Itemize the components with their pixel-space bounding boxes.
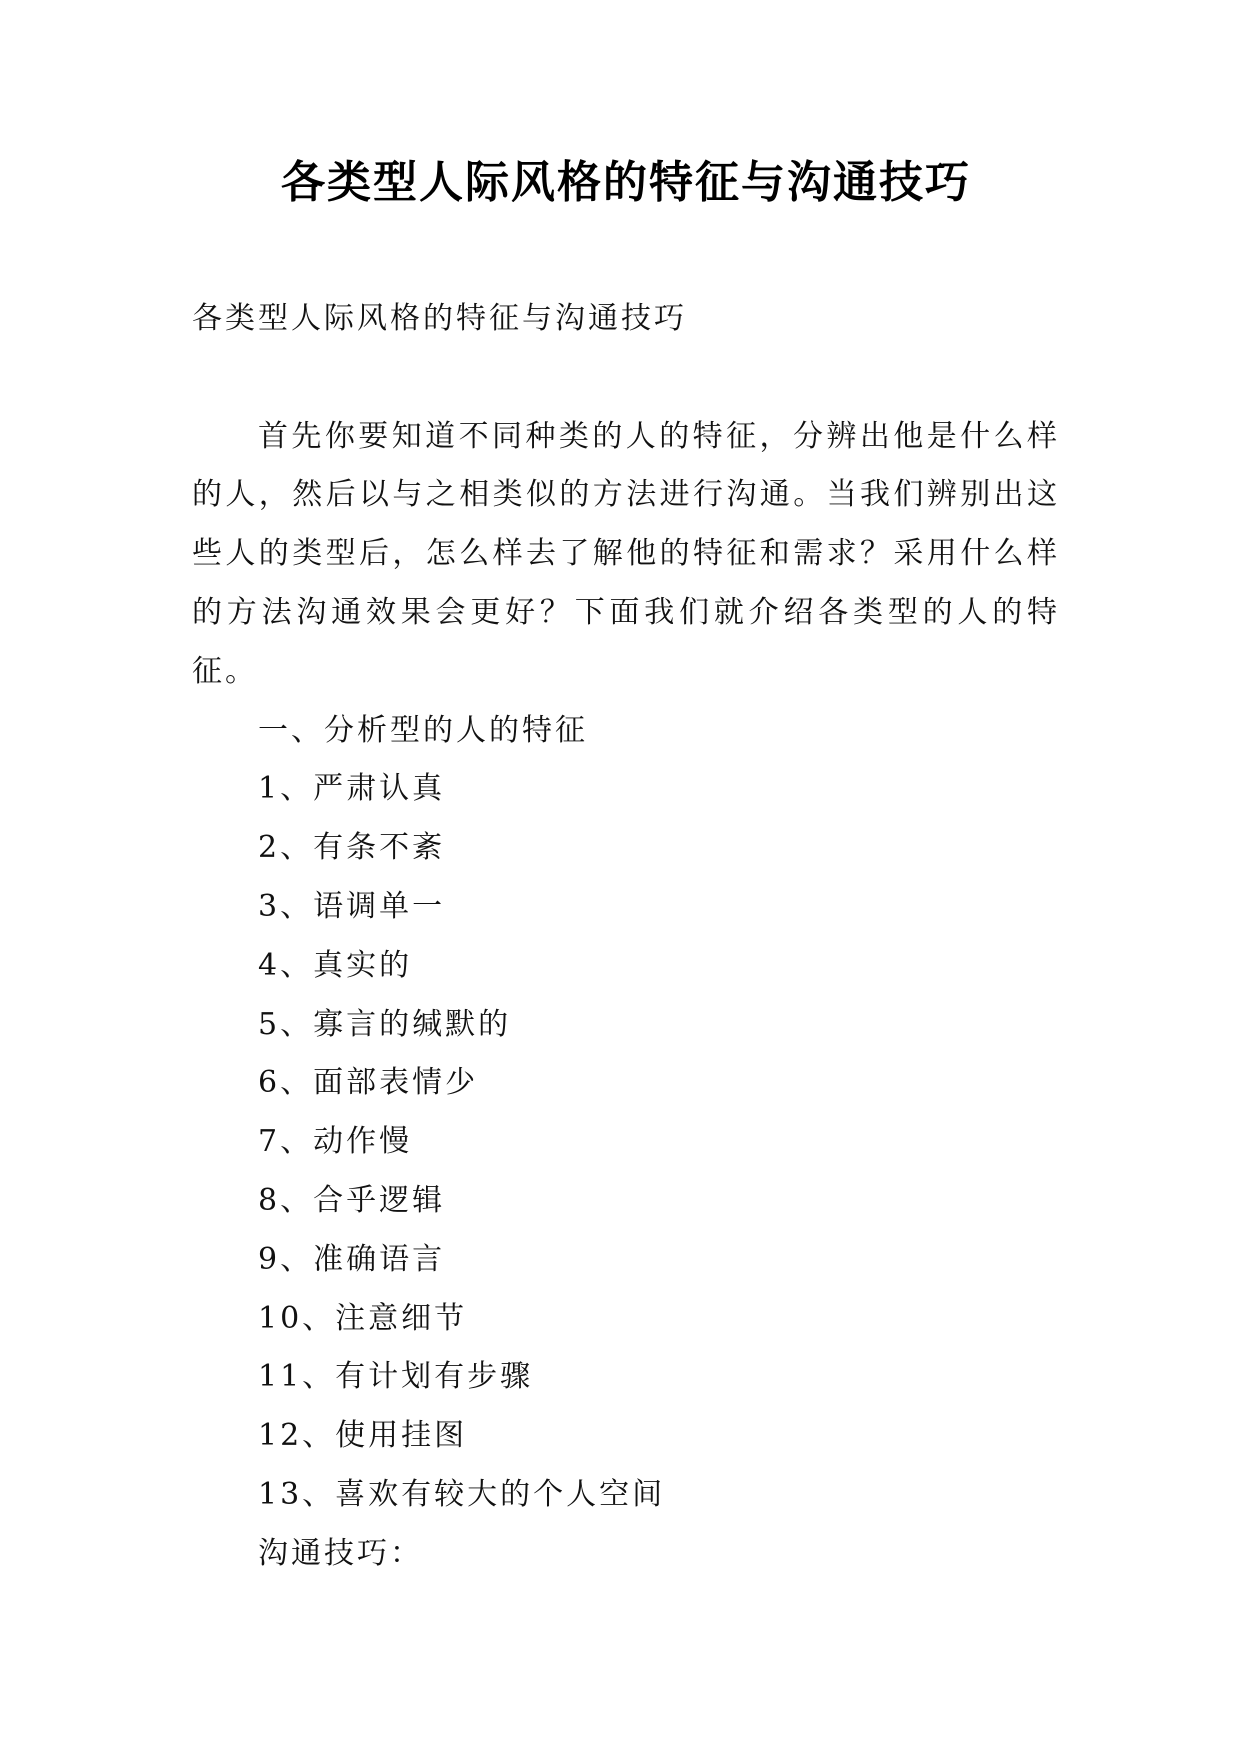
intro-line: 的人，然后以与之相类似的方法进行沟通。当我们辨别出这 bbox=[192, 477, 1060, 513]
tips-heading: 沟通技巧： bbox=[258, 1535, 423, 1571]
trait-item: 3、语调单一 bbox=[258, 888, 446, 924]
document-body bbox=[192, 290, 1060, 1584]
trait-item: 1、严肃认真 bbox=[258, 771, 446, 807]
intro-line: 征。 bbox=[192, 653, 258, 689]
trait-item: 10、注意细节 bbox=[258, 1300, 468, 1336]
trait-list bbox=[192, 760, 1060, 1524]
trait-item: 4、真实的 bbox=[258, 947, 413, 983]
intro-line: 些人的类型后，怎么样去了解他的特征和需求？采用什么样 bbox=[192, 536, 1060, 572]
trait-item: 12、使用挂图 bbox=[258, 1418, 468, 1454]
trait-item: 13、喜欢有较大的个人空间 bbox=[258, 1476, 666, 1512]
section-heading: 一、分析型的人的特征 bbox=[258, 712, 588, 748]
intro-line: 首先你要知道不同种类的人的特征，分辨出他是什么样 bbox=[258, 418, 1060, 454]
intro-paragraph bbox=[192, 408, 1060, 702]
trait-item: 5、寡言的缄默的 bbox=[258, 1006, 512, 1042]
trait-item: 11、有计划有步骤 bbox=[258, 1359, 534, 1395]
trait-item: 8、合乎逻辑 bbox=[258, 1182, 446, 1218]
document-title: 各类型人际风格的特征与沟通技巧 bbox=[281, 157, 971, 208]
trait-item: 2、有条不紊 bbox=[258, 830, 446, 866]
intro-line: 的方法沟通效果会更好？下面我们就介绍各类型的人的特 bbox=[192, 594, 1060, 630]
document-subtitle: 各类型人际风格的特征与沟通技巧 bbox=[192, 301, 687, 336]
blank-line bbox=[192, 349, 1060, 408]
trait-item: 6、面部表情少 bbox=[258, 1065, 479, 1101]
trait-item: 7、动作慢 bbox=[258, 1124, 413, 1160]
trait-item: 9、准确语言 bbox=[258, 1241, 446, 1277]
